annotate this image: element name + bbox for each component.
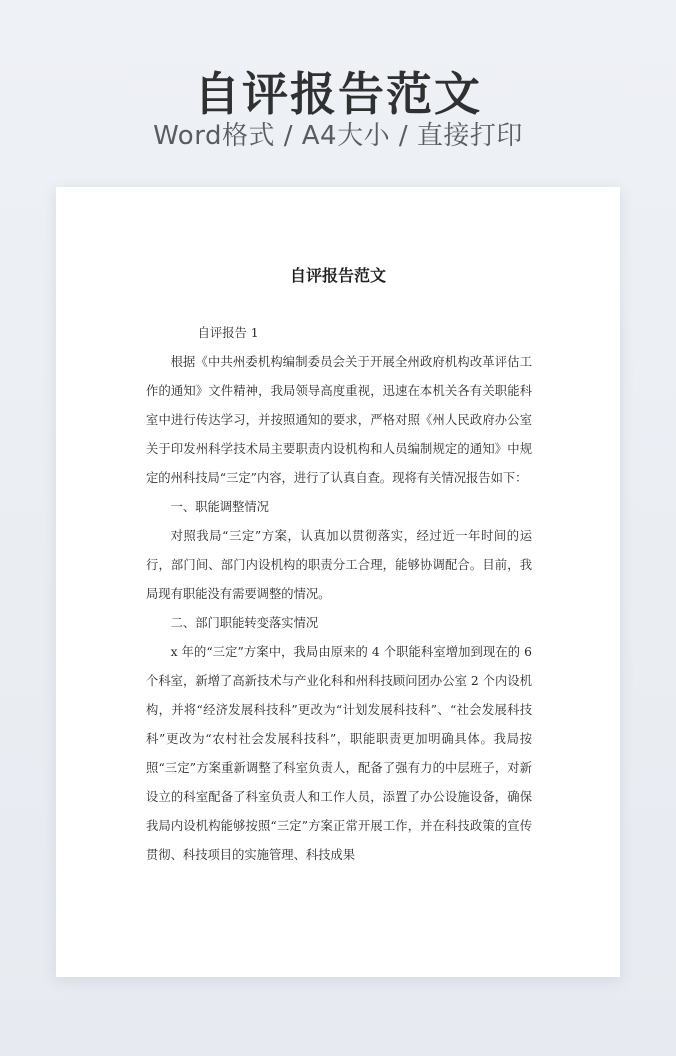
banner-subtitle: Word格式 / A4大小 / 直接打印 <box>153 121 523 151</box>
document-body <box>146 319 532 870</box>
document-page <box>56 187 620 977</box>
heading-function-adjustment: 一、职能调整情况 <box>170 500 269 514</box>
paragraph-intro: 根据《中共州委机构编制委员会关于开展全州政府机构改革评估工作的通知》文件精神，我局领导高度重视，迅速在本机关各有关职能科室中进行传达学习，并按照通知的要求，严格对照《州人民政府办公室关于印发州科学技术局主要职责内设机构和人员编制规定的通知》中规定的州科技局“三定”内容，进行了认真自查。现将有关情况报告如下： <box>146 355 532 485</box>
heading-function-transformation: 二、部门职能转变落实情况 <box>170 616 319 630</box>
document-title: 自评报告范文 <box>289 266 386 285</box>
paragraph-function-adjustment: 对照我局“三定”方案，认真加以贯彻落实，经过近一年时间的运行，部门间、部门内设机构的职责分工合理，能够协调配合。目前，我局现有职能没有需要调整的情况。 <box>146 529 532 601</box>
paragraph-function-transformation: x 年的“三定”方案中，我局由原来的 4 个职能科室增加到现在的 6 个科室，新增了高新技术与产业化科和州科技顾问团办公室 2 个内设机构，并将“经济发展科技科”更改为“计划发展科技科”、“社会发展科技科”更改为“农村社会发展科技科”，职能职责更加明确具体。我局按照“三定”方案重新调整了科室负责人，配备了强有力的中层班子，对新设立的科室配备了科室负责人和工作人员，添置了办公设施设备，确保我局内设机构能够按照“三定”方案正常开展工作，并在科技政策的宣传贯彻、科技项目的实施管理、科技成果 <box>146 645 532 862</box>
section-label: 自评报告 1 <box>197 326 259 340</box>
banner-title: 自评报告范文 <box>194 67 482 121</box>
